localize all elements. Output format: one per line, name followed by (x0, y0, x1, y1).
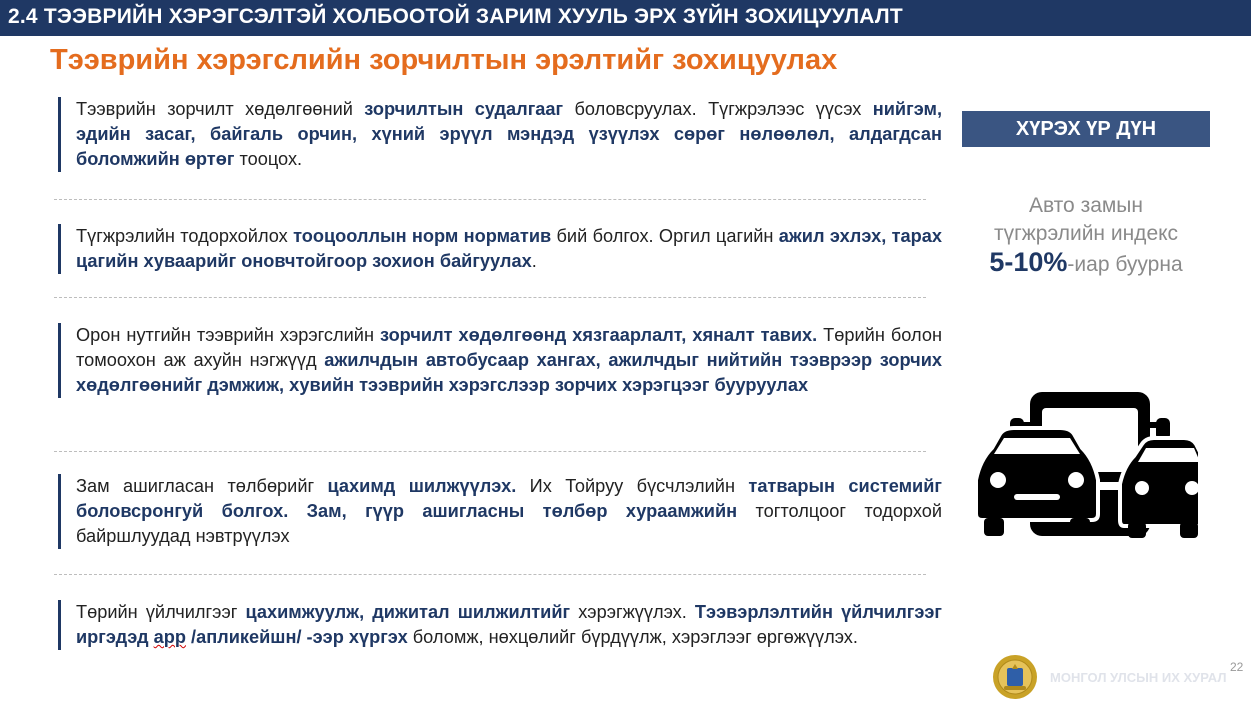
result-line-1: Авто замын (1028, 194, 1144, 217)
highlight-app: app (153, 627, 186, 647)
result-suffix: -иар буурна (1067, 253, 1183, 276)
section-subtitle: Тээврийн хэрэгслийн зорчилтын эрэлтийг зохицуулах (50, 44, 838, 76)
highlight: татварын системийг боловсронгуй болгох. Зам, гүүр ашигласны төлбөр хураамжийн (76, 476, 942, 521)
measure-block-1: Тээврийн зорчилт хөдөлгөөний зорчилтын судалгааг боловсруулах. Түгжрэлээс үүсэх нийгэм, эдийн засаг, байгаль орчин, хүний эрүүл мэндэд үзүүлэх сөрөг нөлөөлөл, алдагдсан боломжийн өртөг тооцох. (58, 97, 942, 172)
highlight: тооцооллын норм норматив (293, 226, 552, 246)
highlight: зорчилтын судалгааг (364, 99, 564, 119)
measure-block-5: Төрийн үйлчилгээг цахимжуулж, дижитал шилжилтийг хэрэгжүүлэх. Тээвэрлэлтийн үйлчилгээг иргэдэд app /апликейшн/ -ээр хүргэх боломж, нөхцөлийг бүрдүүлж, хэрэглээг өргөжүүлэх. (58, 600, 942, 650)
highlight: зорчилт хөдөлгөөнд хязгаарлалт, хяналт тавих. (379, 325, 818, 345)
result-description (962, 192, 1210, 279)
divider (54, 451, 926, 452)
page-title: 2.4 ТЭЭВРИЙН ХЭРЭГСЭЛТЭЙ ХОЛБООТОЙ ЗАРИМ ХУУЛЬ ЭРХ ЗҮЙН ЗОХИЦУУЛАЛТ (8, 5, 903, 28)
highlight: цахимд шилжүүлэх. (327, 476, 517, 496)
header-bar (0, 0, 1251, 36)
result-line-3 (962, 248, 1210, 279)
result-percent: 5-10% (989, 247, 1068, 277)
organization-name: МОНГОЛ УЛСЫН ИХ ХУРАЛ (1050, 670, 1227, 685)
measure-block-3: Орон нутгийн тээврийн хэрэгслийн зорчилт хөдөлгөөнд хязгаарлалт, хяналт тавих. Төрийн болон томоохон аж ахуйн нэгжүүд ажилчдын автобусаар хангах, ажилчдыг нийтийн тээврээр зорчих хөдөлгөөнийг дэмжиж, хувийн тээврийн хэрэгслээр зорчих хэрэгцээг бууруулах (58, 323, 942, 398)
highlight: цахимжуулж, дижитал шилжилтийг (245, 602, 571, 622)
page-number: 22 (1230, 660, 1244, 674)
highlight: ажил эхлэх, тарах цагийн хуваарийг оновчтойгоор зохион байгуулах (76, 226, 942, 271)
divider (54, 574, 926, 575)
result-badge: ХҮРЭХ ҮР ДҮН (962, 111, 1210, 147)
highlight: Тээвэрлэлтийн үйлчилгээг иргэдэд (76, 602, 942, 647)
state-emblem-icon (992, 654, 1038, 700)
measure-block-4: Зам ашигласан төлбөрийг цахимд шилжүүлэх. Их Тойруу бүсчлэлийн татварын системийг боловсронгуй болгох. Зам, гүүр ашигласны төлбөр хураамжийн тогтолцоог тодорхой байршлуудад нэвтрүүлэх (58, 474, 942, 549)
highlight: /апликейшн/ -ээр хүргэх (185, 627, 408, 647)
highlight: нийгэм, эдийн засаг, байгаль орчин, хүний эрүүл мэндэд үзүүлэх сөрөг нөлөөлөл, алдагдсан боломжийн өртөг (76, 99, 942, 169)
measure-block-2: Түгжрэлийн тодорхойлох тооцооллын норм норматив бий болгох. Оргил цагийн ажил эхлэх, тарах цагийн хуваарийг оновчтойгоор зохион байгуулах. (58, 224, 942, 274)
result-line-2: түгжрэлийн индекс (993, 222, 1179, 245)
divider (54, 199, 926, 200)
divider (54, 297, 926, 298)
car-and-bus-icon (970, 390, 1202, 540)
highlight: ажилчдын автобусаар хангах, ажилчдыг нийтийн тээврээр зорчих хөдөлгөөнийг дэмжиж, хувийн тээврийн хэрэгслээр зорчих хэрэгцээг бууруулах (76, 350, 942, 395)
